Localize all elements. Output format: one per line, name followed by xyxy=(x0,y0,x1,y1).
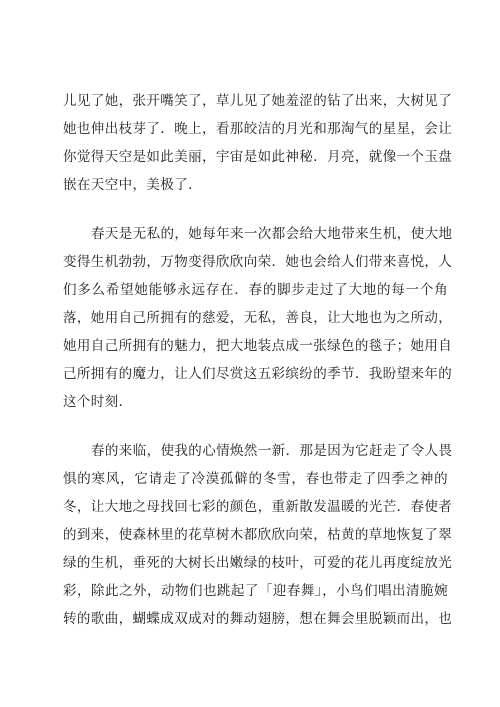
paragraph-line: 她也伸出枝芽了．晚上，看那皎洁的月光和那淘气的星星，会让 xyxy=(63,121,453,137)
paragraph-line: 的到来，使森林里的花草树木都欣欣向荣，枯黄的草地恢复了翠 xyxy=(63,527,453,543)
paragraph-line: 转的歌曲，蝴蝶成双成对的舞动翅膀，想在舞会里脱颖而出，也 xyxy=(63,611,453,627)
paragraph-line: 儿见了她，张开嘴笑了，草儿见了她羞涩的钻了出来，大树见了 xyxy=(63,93,453,109)
paragraph-line: 们多么希望她能够永远存在．春的脚步走过了大地的每一个角 xyxy=(63,282,448,298)
paragraph-line: 这个时刻． xyxy=(63,394,133,410)
paragraph-line: 己所拥有的魔力，让人们尽赏这五彩缤纷的季节．我盼望来年的 xyxy=(63,366,453,382)
paragraph-line: 春天是无私的，她每年来一次都会给大地带来生机，使大地 xyxy=(91,226,453,242)
paragraph-line: 嵌在天空中，美极了． xyxy=(63,177,202,193)
paragraph-line: 惧的寒风，它请走了冷漠孤僻的冬雪，春也带走了四季之神的 xyxy=(63,471,448,487)
paragraph-line: 冬，让大地之母找回七彩的颜色，重新散发温暖的光芒．春使者 xyxy=(63,499,453,515)
paragraph-line: 彩，除此之外，动物们也跳起了「迎春舞」，小鸟们唱出清脆婉 xyxy=(63,583,448,599)
paragraph-line: 春的来临，使我的心情焕然一新．那是因为它赶走了令人畏 xyxy=(91,443,453,459)
paragraph-line: 她用自己所拥有的魅力，把大地装点成一张绿色的毯子；她用自 xyxy=(63,338,453,354)
paragraph-line: 变得生机勃勃，万物变得欣欣向荣．她也会给人们带来喜悦，人 xyxy=(63,254,453,270)
paragraph-line: 绿的生机，垂死的大树长出嫩绿的枝叶，可爱的花儿再度绽放光 xyxy=(63,555,453,571)
paragraph-line: 落，她用自己所拥有的慈爱，无私，善良，让大地也为之所动， xyxy=(63,310,453,326)
paragraph-line: 你觉得天空是如此美丽，宇宙是如此神秘．月亮，就像一个玉盘 xyxy=(63,149,453,165)
